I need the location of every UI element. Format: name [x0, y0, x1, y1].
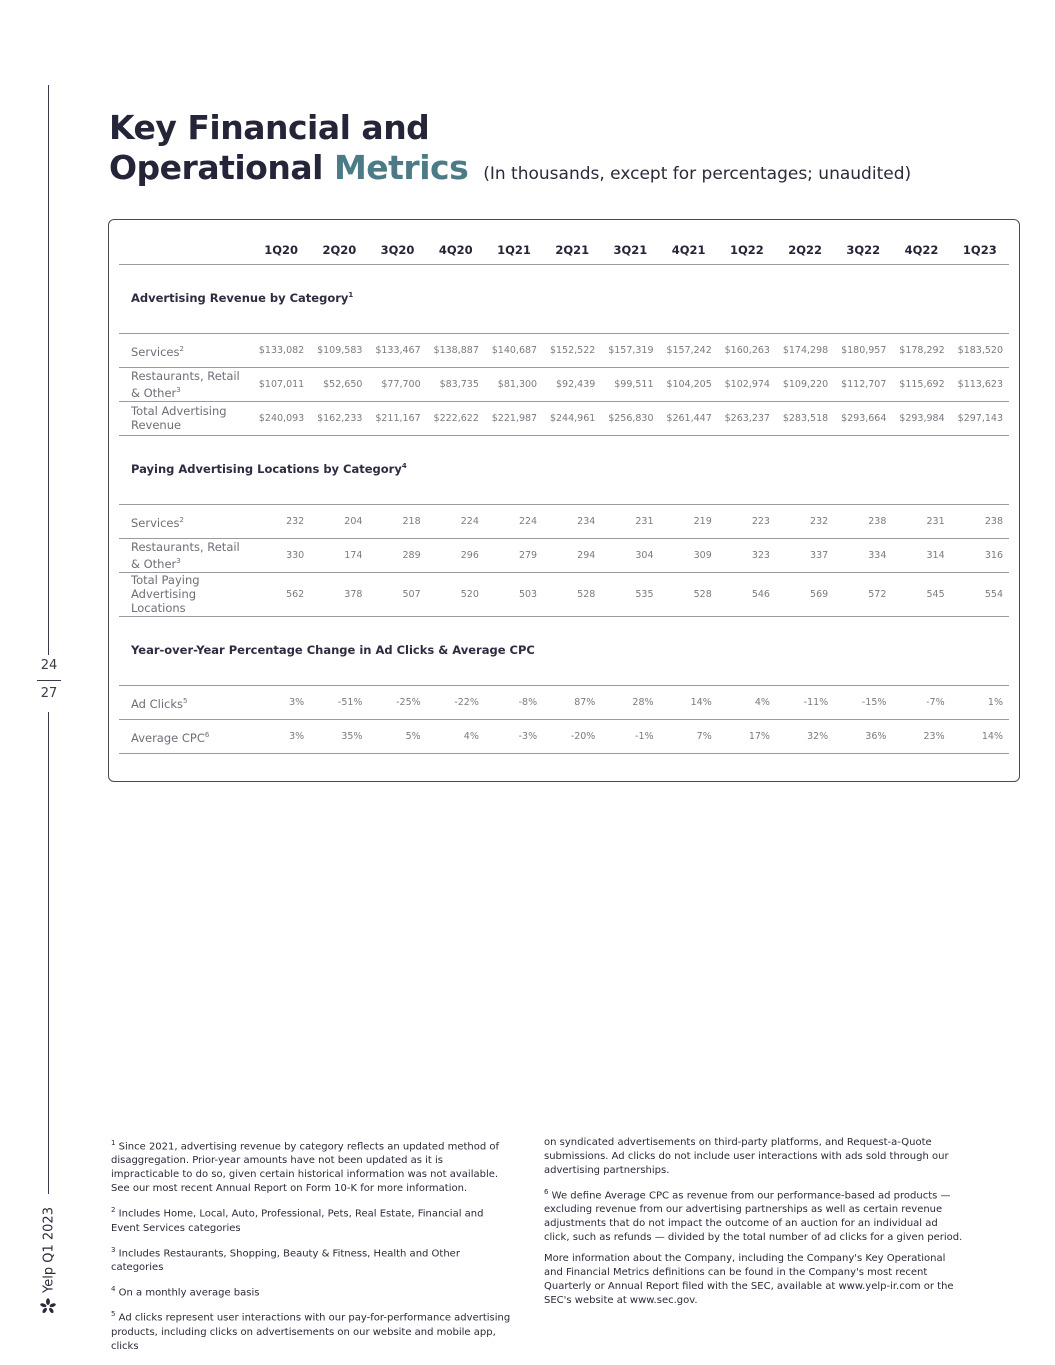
- column-header: 1Q21: [497, 242, 531, 257]
- footnote-ref: 5: [183, 696, 188, 705]
- column-header: 2Q21: [555, 242, 590, 257]
- table-cell: $293,984: [899, 412, 945, 424]
- table-cell: 232: [286, 515, 305, 527]
- column-header: 1Q20: [264, 242, 298, 257]
- table-cell: 224: [518, 515, 538, 527]
- page-number-current: 24: [40, 658, 58, 673]
- table-cell: $104,205: [666, 378, 712, 390]
- table-cell: -51%: [337, 696, 363, 708]
- table-cell: 4%: [463, 730, 479, 742]
- table-cell: 296: [460, 549, 479, 561]
- table-cell: 503: [518, 588, 538, 600]
- title-line-1: Key Financial and: [109, 108, 430, 147]
- table-cell: 219: [693, 515, 712, 527]
- footnote-ref: 2: [179, 515, 184, 524]
- table-cell: -25%: [396, 696, 421, 708]
- table-cell: $261,447: [666, 412, 712, 424]
- brand-label: Yelp Q1 2023: [41, 1207, 57, 1293]
- yelp-burst-icon: [40, 1298, 56, 1314]
- section-header-row: [119, 616, 1009, 685]
- footnote-text: on syndicated advertisements on third-party platforms, and Request-a-Quote submissions. Ad clicks do not include user interactions with ads sold through our advertising partnerships.: [544, 1137, 949, 1176]
- table-cell: 14%: [981, 730, 1003, 742]
- table-cell: $263,237: [724, 412, 770, 424]
- table-cell: $162,233: [317, 412, 363, 424]
- table-cell: $178,292: [899, 344, 945, 356]
- footnote-ref: 3: [176, 385, 181, 394]
- section-header-row: [119, 264, 1009, 333]
- table-cell: 289: [402, 549, 421, 561]
- table-cell: $138,887: [433, 344, 479, 356]
- page-number-divider: [37, 680, 61, 681]
- table-cell: 238: [984, 515, 1003, 527]
- column-header: 1Q22: [729, 242, 764, 257]
- table-cell: $180,957: [841, 344, 887, 356]
- table-cell: $112,707: [841, 378, 887, 390]
- table-cell: -15%: [861, 696, 887, 708]
- column-header: 4Q21: [671, 242, 706, 257]
- footnote: [111, 1203, 511, 1235]
- rail-line-top: [48, 85, 49, 655]
- page-title: [109, 108, 911, 194]
- table-cell: $152,522: [549, 344, 596, 356]
- column-header: 2Q22: [788, 242, 822, 257]
- table-row: [119, 504, 1009, 538]
- table-cell: 507: [402, 588, 421, 600]
- table-cell: $99,511: [614, 378, 654, 390]
- table-cell: 204: [344, 515, 363, 527]
- table-cell: $157,319: [608, 344, 654, 356]
- footnote-number: 5: [111, 1310, 116, 1319]
- table-cell: $109,583: [317, 344, 363, 356]
- table-cell: $160,263: [724, 344, 770, 356]
- row-label: Total Advertising Revenue: [131, 404, 227, 432]
- rail-line-bottom: [48, 712, 49, 1194]
- table-cell: $133,467: [375, 344, 421, 356]
- title-accent-word: Metrics: [333, 148, 469, 187]
- table-row: [119, 572, 1009, 616]
- footnote-text: Includes Home, Local, Auto, Professional, Pets, Real Estate, Financial and Event Services categories: [111, 1208, 484, 1234]
- table-cell: -7%: [926, 696, 945, 708]
- table-cell: -20%: [570, 730, 596, 742]
- footnote: [544, 1252, 964, 1308]
- table-cell: 232: [810, 515, 829, 527]
- table-cell: 520: [460, 588, 479, 600]
- table-cell: $293,664: [841, 412, 887, 424]
- table-cell: 572: [868, 588, 887, 600]
- table-cell: 5%: [405, 730, 421, 742]
- table-cell: 3%: [289, 730, 305, 742]
- table-cell: $83,735: [439, 378, 479, 390]
- section-title: Year-over-Year Percentage Change in Ad Clicks & Average CPC: [131, 642, 535, 657]
- table-cell: -22%: [454, 696, 479, 708]
- metrics-table: [119, 234, 1009, 754]
- footnote: [111, 1243, 511, 1275]
- footnote-text: Since 2021, advertising revenue by category reflects an updated method of disaggregation. Prior-year amounts have not been updated as it is impracticable to do so, given certain historical information was not available. See our most recent Annual Report on Form 10-K for more information.: [111, 1141, 500, 1195]
- title-subtitle: (In thousands, except for percentages; unaudited): [483, 164, 912, 184]
- footnote-ref: 4: [401, 461, 407, 470]
- footnote: [544, 1136, 964, 1178]
- row-label: Restaurants, Retail & Other$^3$: [131, 539, 240, 571]
- section-header-row: [119, 435, 1009, 504]
- table-cell: 304: [635, 549, 654, 561]
- table-cell: 337: [810, 549, 829, 561]
- table-cell: 316: [984, 549, 1003, 561]
- table-cell: 330: [286, 549, 305, 561]
- table-cell: 3%: [289, 696, 305, 708]
- table-cell: $256,830: [608, 412, 654, 424]
- footnote: [111, 1136, 511, 1196]
- table-cell: 87%: [574, 696, 596, 708]
- table-cell: $77,700: [381, 378, 421, 390]
- table-cell: $107,011: [258, 378, 305, 390]
- table-cell: 223: [751, 515, 770, 527]
- table-cell: 174: [344, 549, 363, 561]
- table-cell: -1%: [635, 730, 654, 742]
- row-label: Average CPC$^6$: [131, 730, 210, 745]
- table-cell: 32%: [807, 730, 829, 742]
- table-cell: $183,520: [957, 344, 1003, 356]
- table-cell: 238: [868, 515, 887, 527]
- table-cell: 309: [693, 549, 712, 561]
- table-cell: $92,439: [556, 378, 596, 390]
- table-row: [119, 367, 1009, 401]
- table-cell: $211,167: [375, 412, 421, 424]
- footnote-ref: 1: [348, 290, 354, 299]
- footnote-text: More information about the Company, including the Company's Key Operational and Financial Metrics definitions can be found in the Company's most recent Quarterly or Annual Report filed with the SEC, available at www.yelp-ir.com or the SEC's website at www.sec.gov.: [544, 1253, 954, 1307]
- table-cell: 323: [751, 549, 770, 561]
- section-title: Paying Advertising Locations by Category$^4$: [131, 461, 407, 476]
- table-cell: 528: [577, 588, 596, 600]
- table-cell: 17%: [748, 730, 770, 742]
- table-cell: 4%: [754, 696, 770, 708]
- footnote-number: 2: [111, 1206, 116, 1215]
- footnote: [111, 1307, 511, 1353]
- table-cell: $221,987: [491, 412, 538, 424]
- footnote-number: 1: [111, 1139, 116, 1147]
- table-cell: 569: [810, 588, 829, 600]
- footnote-ref: 6: [204, 730, 210, 739]
- table-cell: 562: [286, 588, 305, 600]
- header-blank-cell: [119, 234, 252, 264]
- table-cell: 224: [460, 515, 479, 527]
- column-header: 2Q20: [322, 242, 357, 257]
- table-cell: $133,082: [258, 344, 305, 356]
- section-title: Advertising Revenue by Category$^1$: [131, 290, 354, 305]
- table-cell: -11%: [803, 696, 829, 708]
- footnote: [111, 1282, 511, 1300]
- table-row: [119, 719, 1009, 753]
- table-cell: $109,220: [782, 378, 829, 390]
- footnote: [544, 1185, 964, 1245]
- column-header: 4Q20: [438, 242, 473, 257]
- table-cell: $140,687: [491, 344, 538, 356]
- title-line-2: [109, 148, 911, 194]
- metrics-table-card: [108, 219, 1020, 782]
- footnote-text: Ad clicks represent user interactions with our pay-for-performance advertising products, including clicks on advertisements on our website and mobile app, clicks: [111, 1312, 511, 1352]
- table-cell: $222,622: [433, 412, 479, 424]
- column-header: 1Q23: [962, 242, 997, 257]
- table-cell: $174,298: [782, 344, 829, 356]
- table-cell: $81,300: [497, 378, 538, 390]
- table-cell: 546: [751, 588, 770, 600]
- title-main-word: Operational: [109, 148, 323, 187]
- table-cell: 14%: [690, 696, 712, 708]
- table-cell: $102,974: [724, 378, 770, 390]
- table-row: [119, 401, 1009, 435]
- table-cell: 231: [635, 515, 654, 527]
- table-row: [119, 685, 1009, 719]
- footnote-text: Includes Restaurants, Shopping, Beauty & Fitness, Health and Other categories: [111, 1247, 460, 1273]
- footnotes-right-column: [544, 1136, 964, 1315]
- footnote-text: On a monthly average basis: [118, 1287, 260, 1299]
- table-cell: -8%: [518, 696, 538, 708]
- table-row: [119, 333, 1009, 367]
- table-cell: 279: [518, 549, 538, 561]
- row-label: Total Paying Advertising Locations: [131, 573, 200, 615]
- table-cell: $157,242: [666, 344, 712, 356]
- table-cell: $240,093: [258, 412, 305, 424]
- row-label: Services$^2$: [131, 515, 184, 530]
- table-cell: 218: [402, 515, 421, 527]
- table-cell: $113,623: [957, 378, 1003, 390]
- table-cell: 231: [926, 515, 945, 527]
- column-header: 3Q20: [380, 242, 415, 257]
- column-header: 3Q22: [846, 242, 881, 257]
- footnote-number: 4: [111, 1284, 116, 1293]
- table-cell: 545: [926, 588, 945, 600]
- row-label: Services$^2$: [131, 344, 184, 359]
- table-cell: 554: [984, 588, 1003, 600]
- footnote-text: We define Average CPC as revenue from our performance-based ad products — excluding revenue from our advertising partnerships as well as certain revenue adjustments that do not impact the outcome of an auction for an individual ad click, such as refunds — divided by the total number of ad clicks for a given period.: [544, 1190, 963, 1244]
- table-cell: 1%: [987, 696, 1003, 708]
- table-cell: $52,650: [323, 378, 363, 390]
- row-label: Restaurants, Retail & Other$^3$: [131, 368, 240, 400]
- table-cell: 35%: [341, 730, 363, 742]
- table-header-row: [119, 234, 1009, 264]
- footnote-ref: 2: [179, 344, 184, 353]
- table-cell: 294: [577, 549, 596, 561]
- table-cell: $283,518: [782, 412, 829, 424]
- table-cell: $297,143: [957, 412, 1003, 424]
- footnote-ref: 3: [176, 556, 181, 565]
- table-cell: $115,692: [899, 378, 945, 390]
- table-cell: 528: [693, 588, 712, 600]
- table-cell: $244,961: [549, 412, 596, 424]
- table-cell: 36%: [865, 730, 887, 742]
- table-cell: 314: [926, 549, 945, 561]
- table-cell: 535: [635, 588, 654, 600]
- table-row: [119, 538, 1009, 572]
- table-cell: 334: [868, 549, 887, 561]
- table-cell: 378: [344, 588, 363, 600]
- footnote-number: 3: [111, 1245, 116, 1254]
- table-cell: -3%: [518, 730, 538, 742]
- column-header: 4Q22: [904, 242, 939, 257]
- table-cell: 7%: [696, 730, 712, 742]
- table-cell: 23%: [923, 730, 945, 742]
- footnotes-left-column: [111, 1136, 511, 1361]
- table-cell: 234: [577, 515, 596, 527]
- footnote-number: 6: [544, 1188, 549, 1196]
- table-cell: 28%: [632, 696, 654, 708]
- page-number-total: 27: [40, 686, 58, 701]
- column-header: 3Q21: [613, 242, 648, 257]
- row-label: Ad Clicks$^5$: [131, 696, 188, 711]
